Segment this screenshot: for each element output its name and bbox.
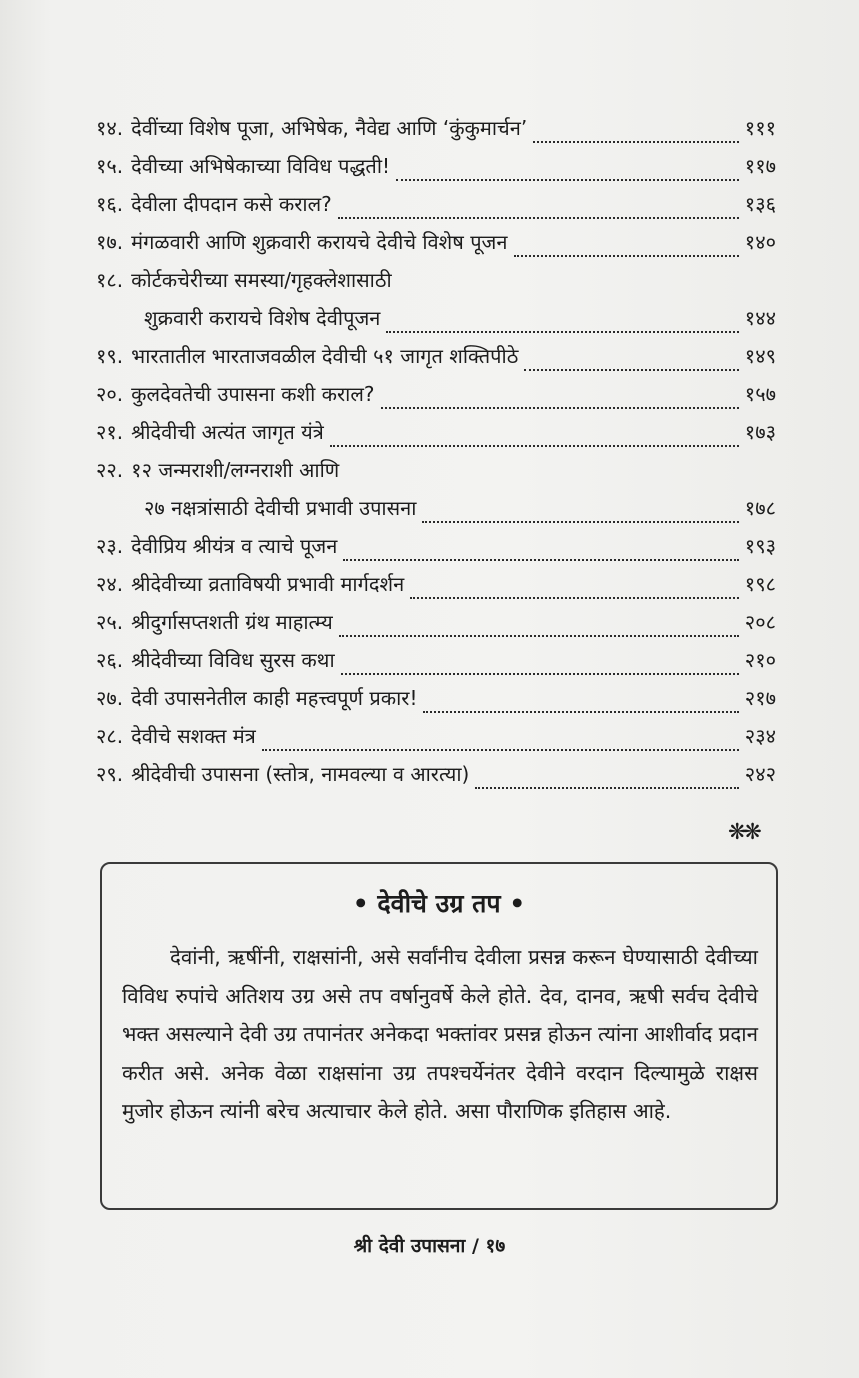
toc-page-number: १४४: [744, 306, 776, 330]
toc-page-number: २१०: [744, 648, 776, 672]
toc-title: २७ नक्षत्रांसाठी देवीची प्रभावी उपासना: [144, 496, 417, 520]
toc-title: श्रीदेवीची अत्यंत जागृत यंत्रे: [131, 420, 324, 444]
toc-page-number: १३६: [744, 192, 776, 216]
toc-entry: [96, 608, 776, 646]
dot-leader: [338, 213, 739, 219]
toc-number: १६.: [96, 192, 124, 216]
toc-entry: [96, 532, 776, 570]
flower-ornament-icon: ❋❋: [728, 820, 759, 845]
info-box: [100, 862, 778, 1210]
toc-page-number: २०८: [744, 610, 776, 634]
toc-page-number: २३४: [744, 724, 776, 748]
toc-entry: [96, 190, 776, 228]
dot-leader: [339, 631, 739, 637]
toc-page-number: १९८: [744, 572, 776, 596]
dot-leader: [514, 251, 739, 257]
toc-title: देवीप्रिय श्रीयंत्र व त्याचे पूजन: [131, 534, 338, 558]
toc-entry-continuation: [96, 494, 776, 532]
toc-title: १२ जन्मराशी/लग्नराशी आणि: [131, 458, 340, 482]
toc-title: शुक्रवारी करायचे विशेष देवीपूजन: [144, 306, 381, 330]
toc-title: देवीला दीपदान कसे कराल?: [131, 192, 332, 216]
toc-page-number: १७८: [744, 496, 776, 520]
toc-entry: [96, 114, 776, 152]
toc-entry-continuation: [96, 304, 776, 342]
toc-number: २१.: [96, 420, 124, 444]
toc-page-number: २१७: [744, 686, 776, 710]
toc-title: देवीचे सशक्त मंत्र: [131, 724, 256, 748]
toc-page-number: २४२: [744, 762, 776, 786]
dot-leader: [341, 669, 739, 675]
toc-title: देवी उपासनेतील काही महत्त्वपूर्ण प्रकार!: [131, 686, 418, 710]
toc-entry: [96, 646, 776, 684]
toc-title: श्रीदेवीच्या विविध सुरस कथा: [131, 648, 335, 672]
toc-title: मंगळवारी आणि शुक्रवारी करायचे देवीचे विशेष पूजन: [131, 230, 508, 254]
toc-page-number: १११: [744, 116, 776, 140]
toc-number: २२.: [96, 458, 124, 482]
toc-title: श्रीदेवीच्या व्रताविषयी प्रभावी मार्गदर्शन: [131, 572, 405, 596]
toc-number: २४.: [96, 572, 124, 596]
toc-number: २६.: [96, 648, 124, 672]
toc-number: १७.: [96, 230, 124, 254]
dot-leader: [524, 365, 738, 371]
toc-number: १८.: [96, 268, 124, 292]
toc-entry: [96, 152, 776, 190]
toc-page-number: १९३: [744, 534, 776, 558]
toc-title: देवीच्या अभिषेकाच्या विविध पद्धती!: [131, 154, 391, 178]
toc-title: श्रीदुर्गासप्तशती ग्रंथ माहात्म्य: [131, 610, 333, 634]
toc-entry: [96, 456, 776, 494]
toc-page-number: १४९: [744, 344, 776, 368]
toc-number: १४.: [96, 116, 124, 140]
toc-entry: [96, 570, 776, 608]
dot-leader: [410, 593, 739, 599]
dot-leader: [423, 707, 738, 713]
dot-leader: [381, 403, 739, 409]
toc-number: १५.: [96, 154, 124, 178]
toc-number: २८.: [96, 724, 124, 748]
toc-title: कोर्टकचेरीच्या समस्या/गृहक्लेशासाठी: [131, 268, 392, 292]
toc-number: २०.: [96, 382, 124, 406]
toc-number: २३.: [96, 534, 124, 558]
toc-page-number: १७३: [744, 420, 776, 444]
toc-page-number: ११७: [744, 154, 776, 178]
toc-entry: [96, 342, 776, 380]
dot-leader: [343, 555, 738, 561]
toc-number: २५.: [96, 610, 124, 634]
toc-entry: [96, 418, 776, 456]
table-of-contents: [96, 114, 776, 798]
toc-page-number: १५७: [744, 382, 776, 406]
dot-leader: [533, 137, 739, 143]
toc-title: भारतातील भारताजवळील देवीची ५१ जागृत शक्तिपीठे: [131, 344, 519, 368]
toc-title: श्रीदेवीची उपासना (स्तोत्र, नामवल्या व आरत्या): [131, 762, 470, 786]
dot-leader: [396, 175, 739, 181]
toc-entry: [96, 228, 776, 266]
dot-leader: [475, 783, 738, 789]
toc-entry: [96, 266, 776, 304]
dot-leader: [422, 517, 738, 523]
toc-number: २९.: [96, 762, 124, 786]
toc-entry: [96, 722, 776, 760]
toc-page-number: १४०: [744, 230, 776, 254]
toc-number: १९.: [96, 344, 124, 368]
page-footer: श्री देवी उपासना / १७: [353, 1235, 506, 1257]
toc-entry: [96, 760, 776, 798]
toc-title: देवींच्या विशेष पूजा, अभिषेक, नैवेद्य आणि ‘कुंकुमार्चन’: [131, 116, 528, 140]
dot-leader: [330, 441, 739, 447]
toc-entry: [96, 684, 776, 722]
toc-title: कुलदेवतेची उपासना कशी कराल?: [131, 382, 375, 406]
toc-entry: [96, 380, 776, 418]
dot-leader: [386, 327, 738, 333]
box-paragraph: देवांनी, ऋषींनी, राक्षसांनी, असे सर्वांनीच देवीला प्रसन्न करून घेण्यासाठी देवीच्या विविध रुपांचे अतिशय उग्र असे तप वर्षानुवर्षे केले होते. देव, दानव, ऋषी सर्वच देवीचे भक्त असल्याने देवी उग्र तपानंतर अनेकदा भक्तांवर प्रसन्न होऊन त्यांना आशीर्वाद प्रदान करीत असे. अनेक वेळा राक्षसांना उग्र तपश्चर्येनंतर देवीने वरदान दिल्यामुळे राक्षस मुजोर होऊन त्यांनी बरेच अत्याचार केले होते. असा पौराणिक इतिहास आहे.: [122, 945, 758, 1123]
toc-number: २७.: [96, 686, 124, 710]
dot-leader: [262, 745, 739, 751]
box-title: • देवीचे उग्र तप •: [352, 889, 526, 918]
